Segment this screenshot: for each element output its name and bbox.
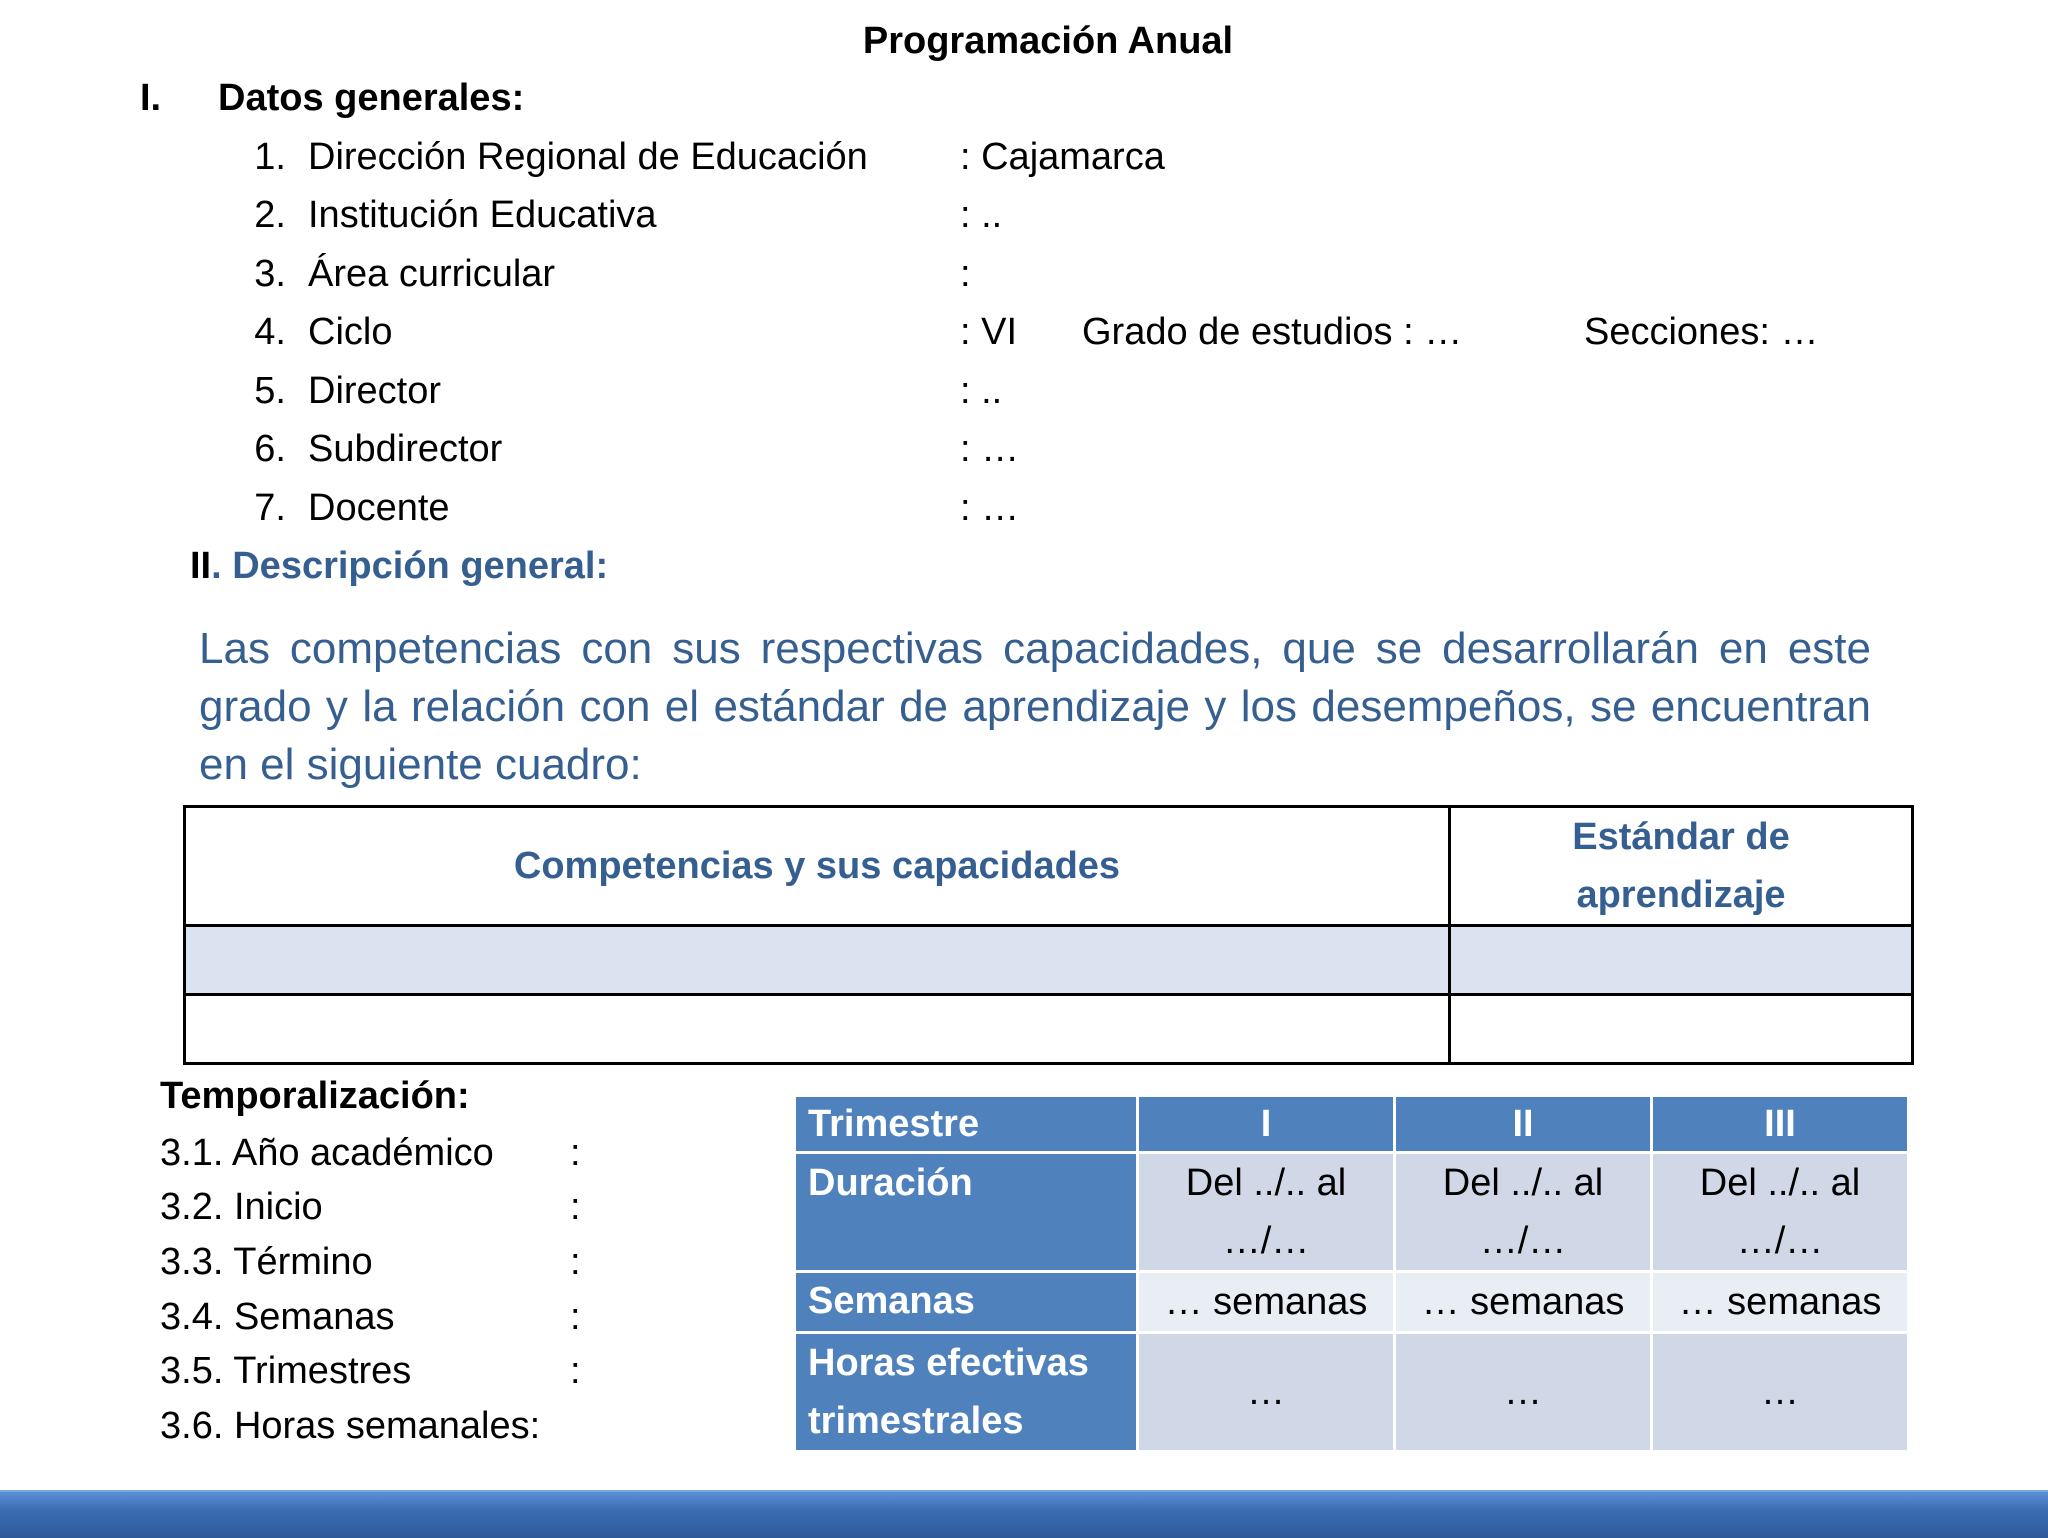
trimestre-ii: II [1396, 1097, 1650, 1151]
item-label: Área curricular [308, 253, 556, 295]
section2-heading [190, 543, 608, 589]
item-value: : … [960, 487, 1020, 529]
list-item [242, 192, 1942, 250]
page-title: Programación Anual [862, 20, 1234, 62]
list-item [242, 309, 1942, 367]
temp-colon: : [570, 1186, 581, 1228]
secciones: Secciones: … [1584, 311, 1819, 353]
duracion-cell [1139, 1154, 1393, 1270]
duracion-label: Duración [796, 1154, 1136, 1270]
section1-heading: Datos generales: [218, 77, 525, 119]
horas-cell: … [1139, 1334, 1393, 1450]
table-cell [185, 995, 1450, 1064]
horas-label-line2: trimestrales [808, 1400, 1024, 1442]
item-number: 5. [254, 370, 286, 412]
temp-colon: : [570, 1296, 581, 1338]
table-row [796, 1273, 1907, 1331]
table-cell [185, 926, 1450, 995]
temp-item: 3.3. Término [160, 1241, 373, 1283]
table-cell [1450, 926, 1913, 995]
header-competencias: Competencias y sus capacidades [185, 807, 1450, 926]
section1-numeral: I. [140, 77, 162, 119]
trimestre-i: I [1139, 1097, 1393, 1151]
list-item [242, 251, 1942, 309]
item-label: Docente [308, 487, 450, 529]
item-label: Subdirector [308, 428, 503, 470]
temp-colon: : [570, 1350, 581, 1392]
item-value: : … [960, 428, 1020, 470]
horas-cell: … [1653, 1334, 1907, 1450]
header-estandar [1450, 807, 1913, 926]
table-row [796, 1154, 1907, 1270]
table-row [185, 926, 1913, 995]
semanas-cell: … semanas [1139, 1273, 1393, 1331]
horas-label-line1: Horas efectivas [808, 1342, 1089, 1384]
item-number: 7. [254, 487, 286, 529]
temp-colon: : [570, 1241, 581, 1283]
competencias-table [183, 805, 1914, 1065]
semanas-cell: … semanas [1653, 1273, 1907, 1331]
item-label: Dirección Regional de Educación [308, 136, 868, 178]
table-row [796, 1334, 1907, 1450]
trimestre-label: Trimestre [796, 1097, 1136, 1151]
duracion-line1: Del ../.. al [1442, 1162, 1604, 1204]
item-value: : .. [960, 370, 1003, 412]
duracion-line1: Del ../.. al [1699, 1162, 1861, 1204]
temp-item: 3.5. Trimestres [160, 1350, 412, 1392]
temp-item: 3.2. Inicio [160, 1186, 323, 1228]
temp-item: 3.4. Semanas [160, 1296, 395, 1338]
section2-title: . Descripción general: [211, 545, 609, 587]
item-value: : VI [960, 311, 1018, 353]
footer-bar [0, 1490, 2048, 1538]
list-item [242, 368, 1942, 426]
duracion-line2: …/… [1222, 1220, 1310, 1262]
item-value: : [960, 253, 971, 295]
duracion-cell [1653, 1154, 1907, 1270]
list-item [242, 134, 1942, 192]
list-item [242, 485, 1942, 543]
list-item [242, 426, 1942, 484]
header-estandar-line2: aprendizaje [1576, 874, 1786, 916]
semanas-cell: … semanas [1396, 1273, 1650, 1331]
item-number: 2. [254, 194, 286, 236]
table-cell [1450, 995, 1913, 1064]
temp-item: 3.6. Horas semanales: [160, 1405, 541, 1447]
header-estandar-line1: Estándar de [1572, 816, 1790, 858]
item-label: Director [308, 370, 442, 412]
item-number: 1. [254, 136, 286, 178]
trimestre-table [793, 1094, 1910, 1453]
table-row [185, 995, 1913, 1064]
description-paragraph: Las competencias con sus respectivas capacidades, que se desarrollarán en este grado y la relación con el estándar de aprendizaje y los desempeños, se encuentran en el siguiente cuadro: [199, 624, 1871, 789]
item-label: Ciclo [308, 311, 393, 353]
item-number: 3. [254, 253, 286, 295]
trimestre-iii: III [1653, 1097, 1907, 1151]
semanas-label: Semanas [796, 1273, 1136, 1331]
item-value: : .. [960, 194, 1003, 236]
duracion-line2: …/… [1736, 1220, 1824, 1262]
duracion-cell [1396, 1154, 1650, 1270]
horas-cell: … [1396, 1334, 1650, 1450]
item-value: : Cajamarca [960, 136, 1165, 178]
item-number: 6. [254, 428, 286, 470]
duracion-line1: Del ../.. al [1185, 1162, 1347, 1204]
temp-item: 3.1. Año académico [160, 1132, 494, 1174]
grado-estudios: Grado de estudios : … [1082, 311, 1463, 353]
table-row [796, 1097, 1907, 1151]
temporalizacion-heading: Temporalización: [160, 1075, 470, 1117]
temp-colon: : [570, 1132, 581, 1174]
duracion-line2: …/… [1479, 1220, 1567, 1262]
item-label: Institución Educativa [308, 194, 657, 236]
horas-label [796, 1334, 1136, 1450]
section2-numeral: II [190, 545, 212, 587]
item-number: 4. [254, 311, 286, 353]
